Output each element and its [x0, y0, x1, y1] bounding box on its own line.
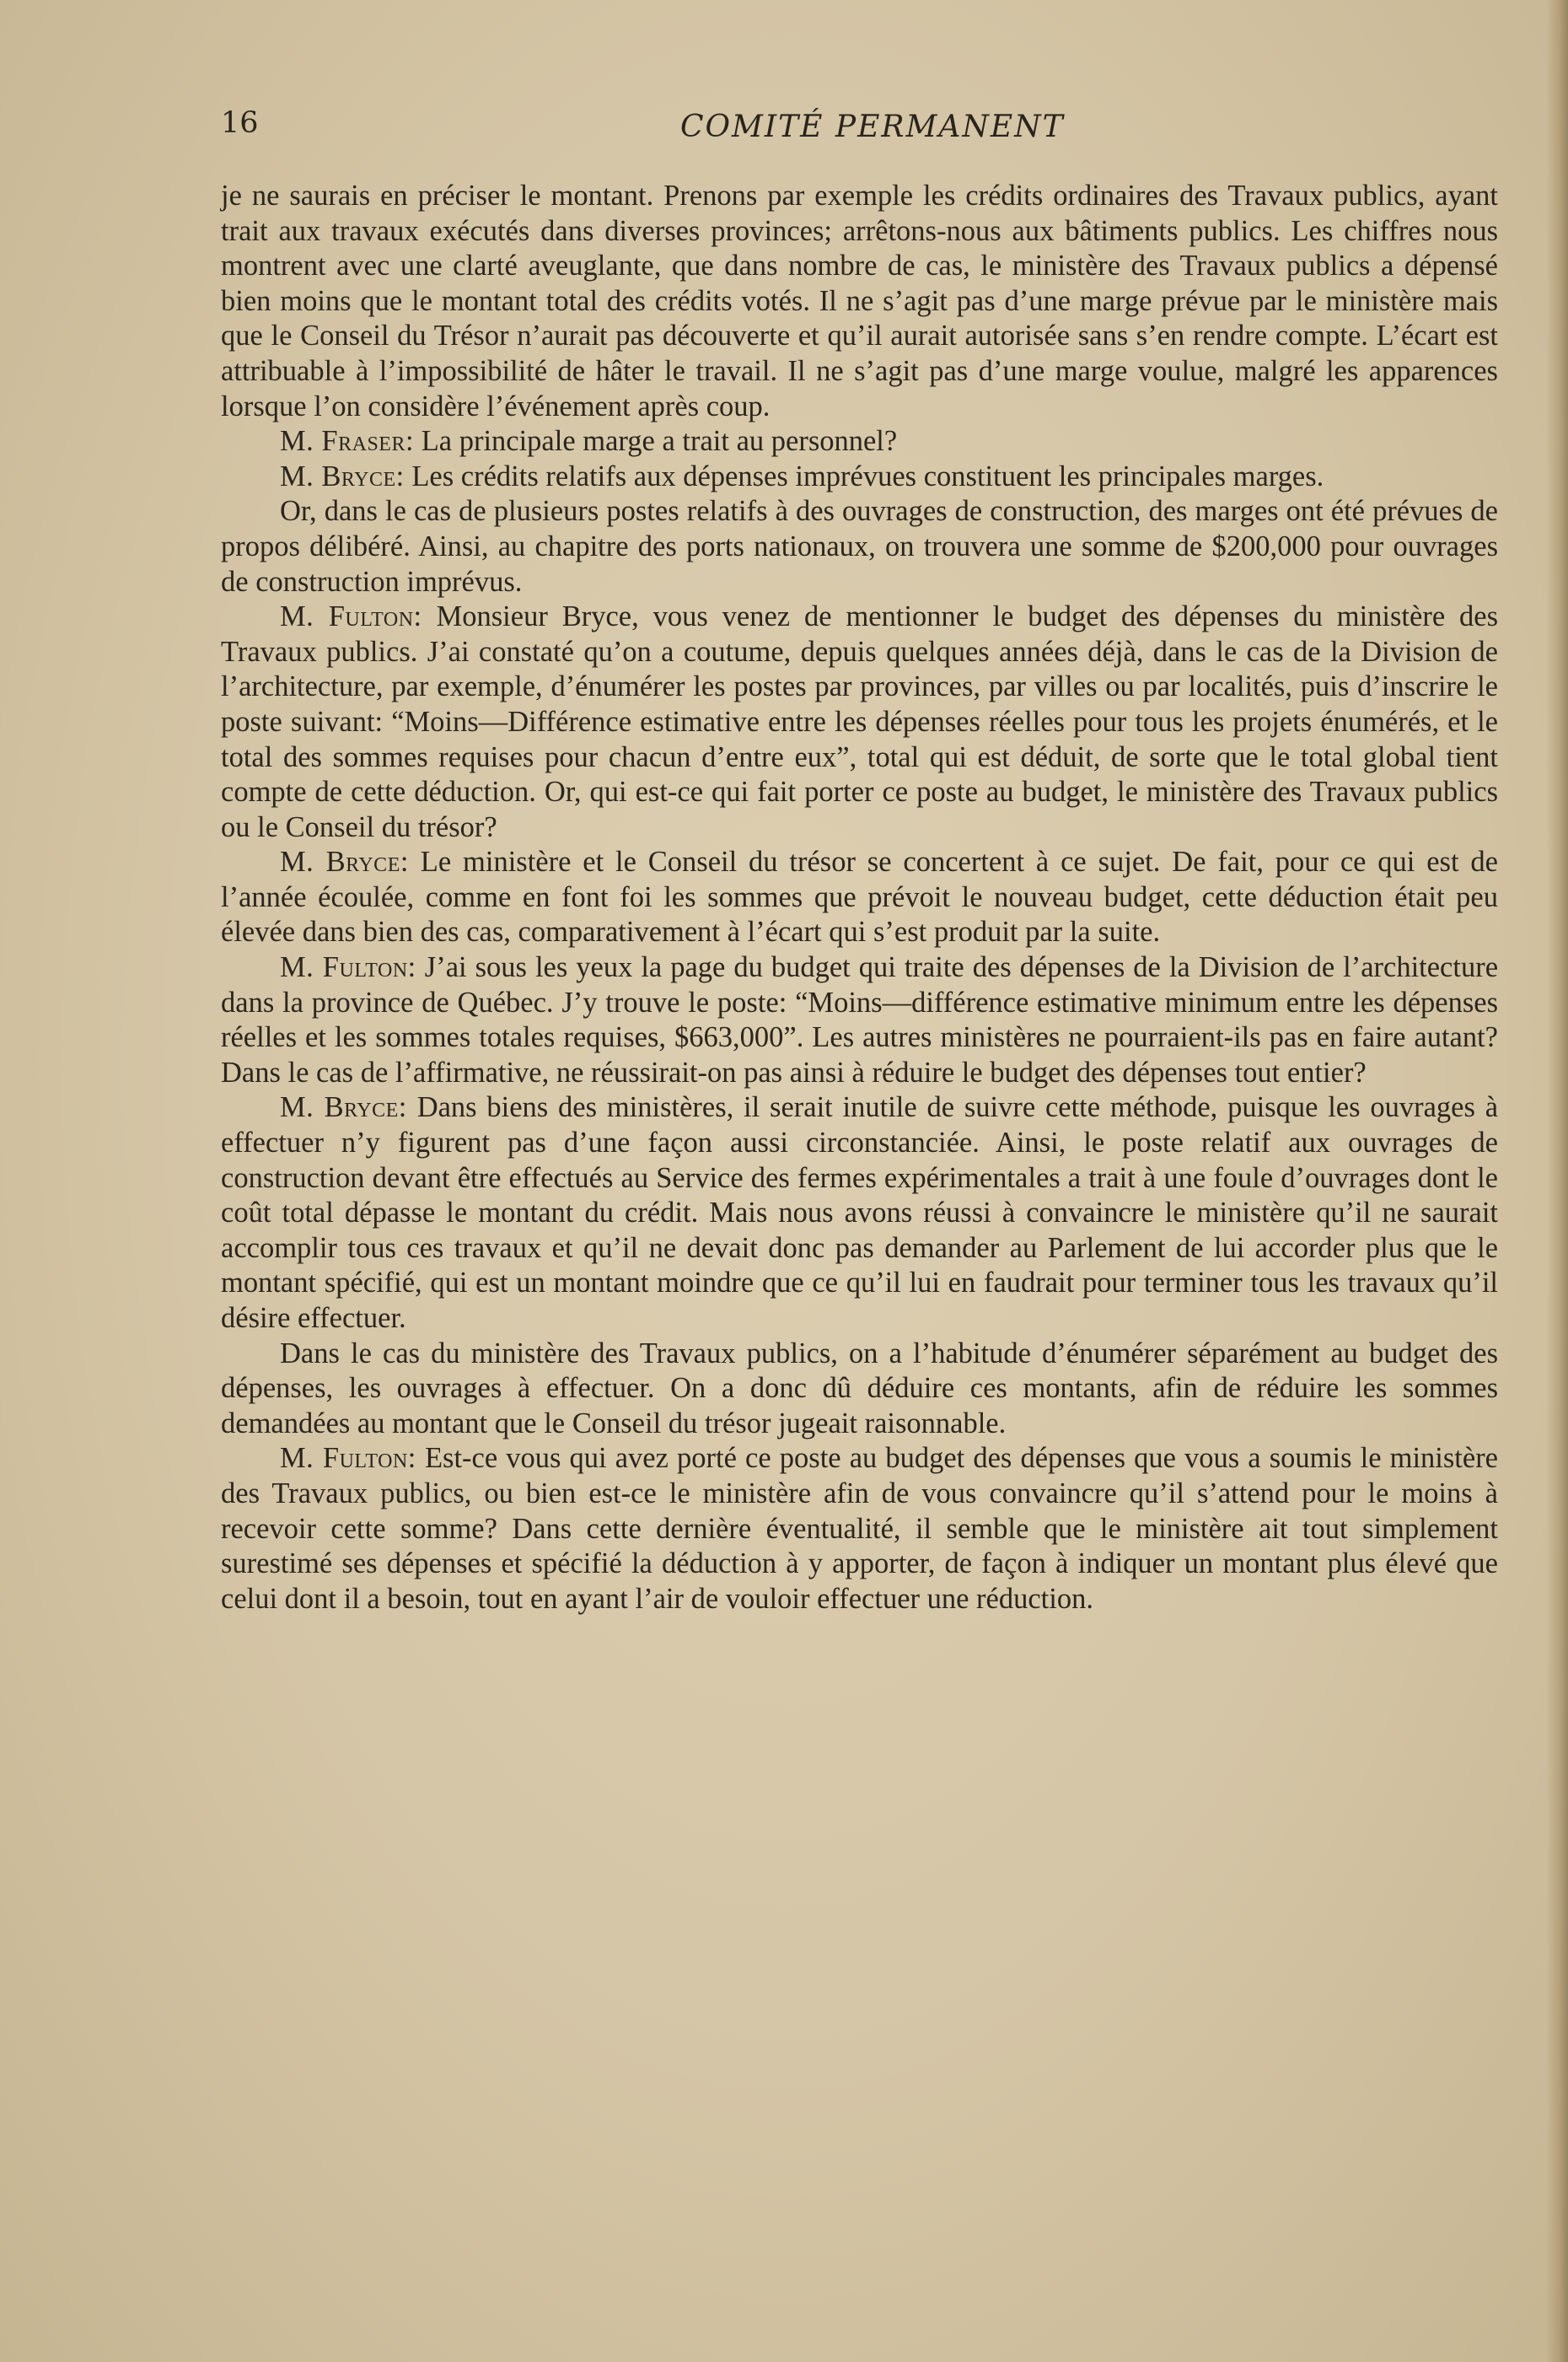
- speaker-name: M. Fulton:: [280, 1442, 416, 1475]
- body-text: [221, 179, 1498, 1617]
- paragraph-text: je ne saurais en préciser le montant. Prenons par exemple les crédits ordinaires des Travaux publics, ayant trait aux travaux exécutés dans diverses provinces; arrêtons-nous aux bâtiments publics. Les chiffres nous montrent avec une clarté aveuglante, que dans nombre de cas, le ministère des Travaux publics a dépensé bien moins que le montant total des crédits votés. Il ne s’agit pas d’une marge prévue par le ministère mais que le Conseil du Trésor n’aurait pas découverte et qu’il aurait autorisée sans s’en rendre compte. L’écart est attribuable à l’impossibilité de hâter le travail. Il ne s’agit pas d’une marge voulue, malgré les apparences lorsque l’on considère l’événement après coup.: [221, 180, 1498, 422]
- speaker-name: M. Bryce:: [280, 846, 409, 879]
- paragraph-text: Les crédits relatifs aux dépenses imprévues constituent les principales marges.: [411, 460, 1324, 492]
- paragraph-text: Dans biens des ministères, il serait inutile de suivre cette méthode, puisque les ouvrages à effectuer n’y figurent pas d’une façon aussi circonstanciée. Ainsi, le poste relatif aux ouvrages de construction devant être effectués au Service des fermes expérimentales a trait à une foule d’ouvrages dont le coût total dépasse le montant du crédit. Mais nous avons réussi à convaincre le ministère qu’il ne saurait accomplir tous ces travaux et qu’il ne devait donc pas demander au Parlement de lui accorder plus que le montant spécifié, qui est un montant moindre que ce qu’il lui en faudrait pour terminer tous les travaux qu’il désire effectuer.: [221, 1091, 1499, 1334]
- paragraph: [221, 1337, 1498, 1442]
- paragraph-text: Le ministère et le Conseil du trésor se concertent à ce sujet. De fait, pour ce qui est de l’année écoulée, comme en font foi les sommes que prévoit le nouveau budget, cette déduction était peu élevée dans bien des cas, comparativement à l’écart qui s’est produit par la suite.: [221, 846, 1498, 949]
- page-number: 16: [221, 106, 259, 140]
- paragraph: [221, 1090, 1498, 1336]
- speaker-name: M. Fraser:: [280, 425, 415, 458]
- running-title: COMITÉ PERMANENT: [680, 110, 1065, 144]
- paragraph: [221, 600, 1498, 845]
- paragraph-text: Est-ce vous qui avez porté ce poste au budget des dépenses que vous a soumis le ministère des Travaux publics, ou bien est-ce le ministère afin de vous convaincre qu’il s’attend pour le moins à recevoir cette somme? Dans cette dernière éventualité, il semble que le ministère ait tout simplement surestimé ses dépenses et spécifié la déduction à y apporter, de façon à indiquer un montant plus élevé que celui dont il a besoin, tout en ayant l’air de vouloir effectuer une réduction.: [221, 1442, 1498, 1615]
- page-edge-shadow: [1546, 0, 1568, 2362]
- paragraph: [221, 950, 1498, 1090]
- paragraph: [221, 845, 1498, 950]
- paragraph-text: Dans le cas du ministère des Travaux publics, on a l’habitude d’énumérer séparément au budget des dépenses, les ouvrages à effectuer. On a donc dû déduire ces montants, afin de réduire les sommes demandées au montant que le Conseil du trésor jugeait raisonnable.: [221, 1337, 1498, 1439]
- speaker-name: M. Bryce:: [280, 1091, 407, 1124]
- speaker-name: M. Fulton:: [280, 600, 422, 633]
- paragraph: [221, 460, 1498, 495]
- speaker-name: M. Fulton:: [280, 951, 416, 984]
- paragraph: [221, 1441, 1498, 1617]
- paragraph-text: Monsieur Bryce, vous venez de mentionner le budget des dépenses du ministère des Travaux publics. J’ai constaté qu’on a coutume, depuis quelques années déjà, dans le cas de la Division de l’architecture, par exemple, d’énumérer les postes par provinces, par villes ou par localités, puis d’inscrire le poste suivant: “Moins—Différence estimative entre les dépenses réelles pour tous les projets énumérés, et le total des sommes requises pour chacun d’entre eux”, total qui est déduit, de sorte que le total global tient compte de cette déduction. Or, qui est-ce qui fait porter ce poste au budget, le ministère des Travaux publics ou le Conseil du trésor?: [221, 600, 1499, 843]
- paragraph: [221, 424, 1498, 460]
- speaker-name: M. Bryce:: [280, 460, 405, 492]
- paragraph: [221, 179, 1498, 424]
- paragraph-text: J’ai sous les yeux la page du budget qui traite des dépenses de la Division de l’architecture dans la province de Québec. J’y trouve le poste: “Moins—différence estimative minimum entre les dépenses réelles et les sommes totales requises, $663,000”. Les autres ministères ne pourraient-ils pas en faire autant? Dans le cas de l’affirmative, ne réussirait-on pas ainsi à réduire le budget des dépenses tout entier?: [221, 951, 1499, 1089]
- paragraph-text: Or, dans le cas de plusieurs postes relatifs à des ouvrages de construction, des marges ont été prévues de propos délibéré. Ainsi, au chapitre des ports nationaux, on trouvera une somme de $200,000 pour ouvrages de construction imprévus.: [221, 495, 1498, 598]
- paragraph-text: La principale marge a trait au personnel?: [421, 425, 898, 458]
- paragraph: [221, 494, 1498, 600]
- page-header: [221, 106, 1519, 157]
